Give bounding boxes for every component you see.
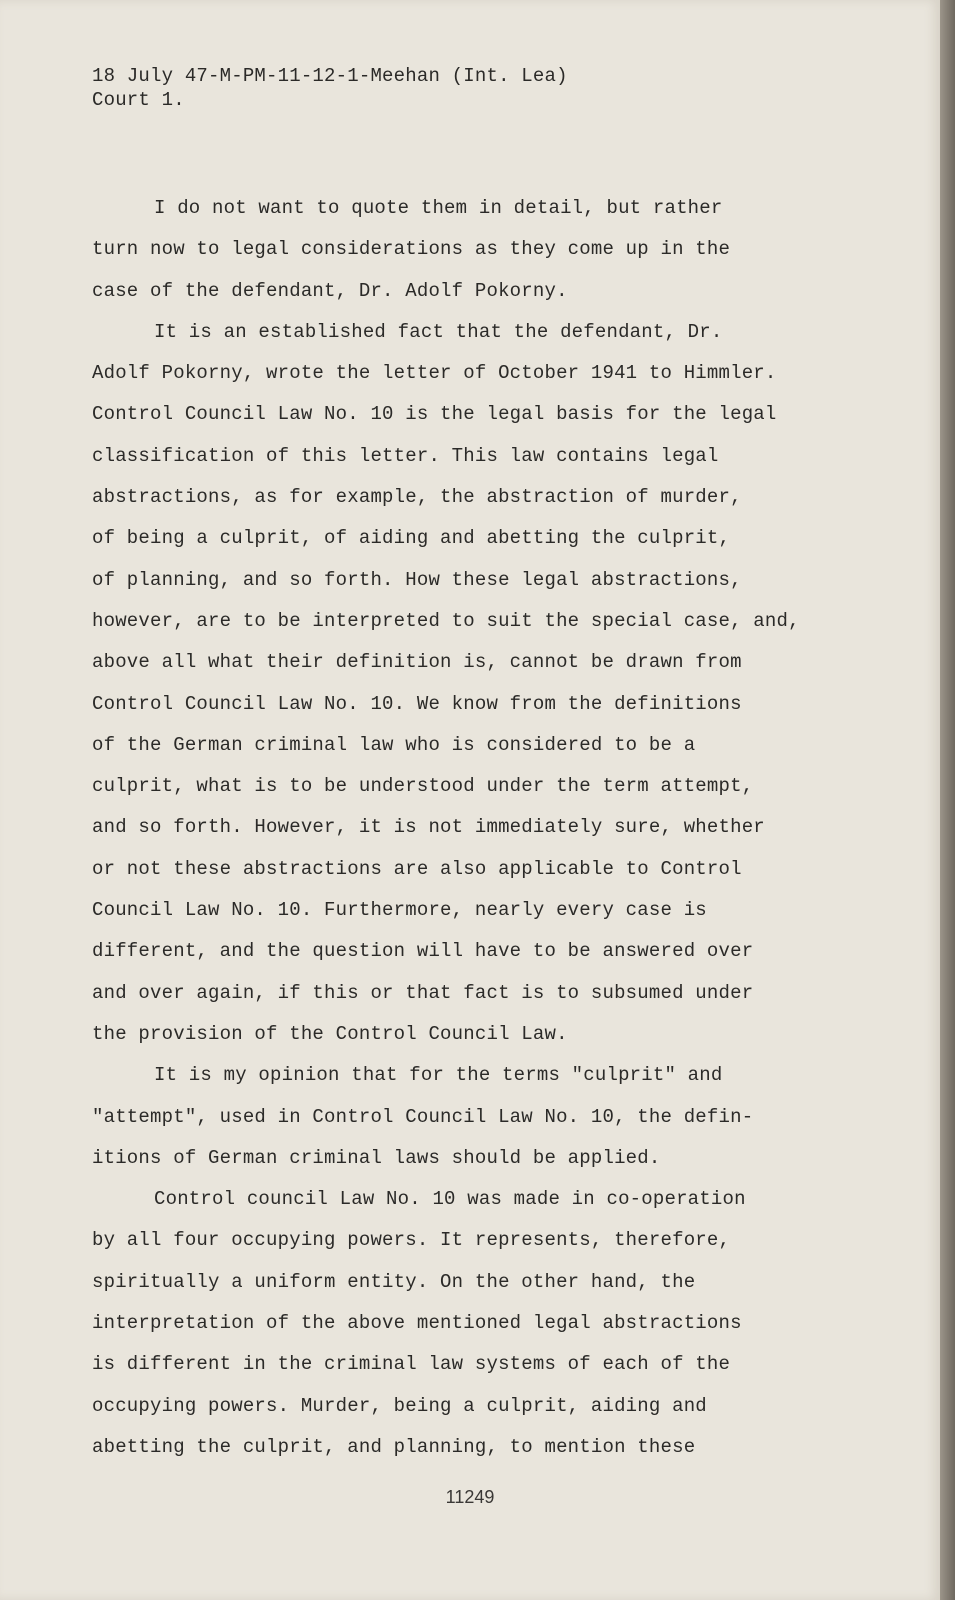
text-line: is different in the criminal law systems of each of the — [92, 1353, 731, 1376]
header-transcript-id: 18 July 47-M-PM-11-12-1-Meehan (Int. Lea) — [92, 65, 568, 87]
text-line: however, are to be interpreted to suit the special case, and, — [92, 609, 800, 632]
page-edge — [940, 0, 955, 1600]
text-line: of planning, and so forth. How these legal abstractions, — [92, 568, 742, 591]
text-line: different, and the question will have to be answered over — [92, 940, 754, 963]
text-line: or not these abstractions are also applicable to Control — [92, 857, 742, 880]
page-number: 11249 — [445, 1487, 495, 1507]
text-line: Control Council Law No. 10 is the legal basis for the legal — [92, 403, 777, 426]
text-line: turn now to legal considerations as they come up in the — [92, 238, 731, 261]
text-line: and over again, if this or that fact is to subsumed under — [92, 981, 754, 1004]
text-line: It is an established fact that the defendant, Dr. — [154, 320, 723, 343]
text-line: and so forth. However, it is not immediately sure, whether — [92, 816, 765, 839]
text-line: the provision of the Control Council Law. — [92, 1022, 568, 1045]
text-line: It is my opinion that for the terms "culprit" and — [154, 1064, 723, 1087]
text-line: I do not want to quote them in detail, but rather — [154, 197, 723, 219]
text-line: of being a culprit, of aiding and abetting the culprit, — [92, 527, 731, 550]
header-court: Court 1. — [92, 89, 185, 111]
document-header — [92, 64, 568, 112]
text-line: classification of this letter. This law contains legal — [92, 444, 719, 467]
text-line: Adolf Pokorny, wrote the letter of October 1941 to Himmler. — [92, 362, 777, 385]
text-line: occupying powers. Murder, being a culprit, aiding and — [92, 1394, 707, 1417]
text-line: above all what their definition is, cannot be drawn from — [92, 651, 742, 674]
text-line: itions of German criminal laws should be applied. — [92, 1146, 661, 1169]
transcript-body — [92, 188, 832, 1468]
text-line: abetting the culprit, and planning, to mention these — [92, 1435, 696, 1458]
text-line: interpretation of the above mentioned legal abstractions — [92, 1312, 742, 1335]
text-line: Control Council Law No. 10. We know from the definitions — [92, 692, 742, 715]
text-line: abstractions, as for example, the abstraction of murder, — [92, 486, 742, 509]
text-line: by all four occupying powers. It represents, therefore, — [92, 1229, 731, 1252]
text-line: Council Law No. 10. Furthermore, nearly every case is — [92, 899, 707, 922]
text-line: culprit, what is to be understood under the term attempt, — [92, 775, 754, 798]
text-line: spiritually a uniform entity. On the other hand, the — [92, 1270, 696, 1293]
text-line: case of the defendant, Dr. Adolf Pokorny. — [92, 279, 568, 302]
text-line: "attempt", used in Control Council Law No. 10, the defin- — [92, 1105, 754, 1128]
text-line: of the German criminal law who is considered to be a — [92, 733, 696, 756]
text-line: Control council Law No. 10 was made in co-operation — [154, 1188, 746, 1211]
